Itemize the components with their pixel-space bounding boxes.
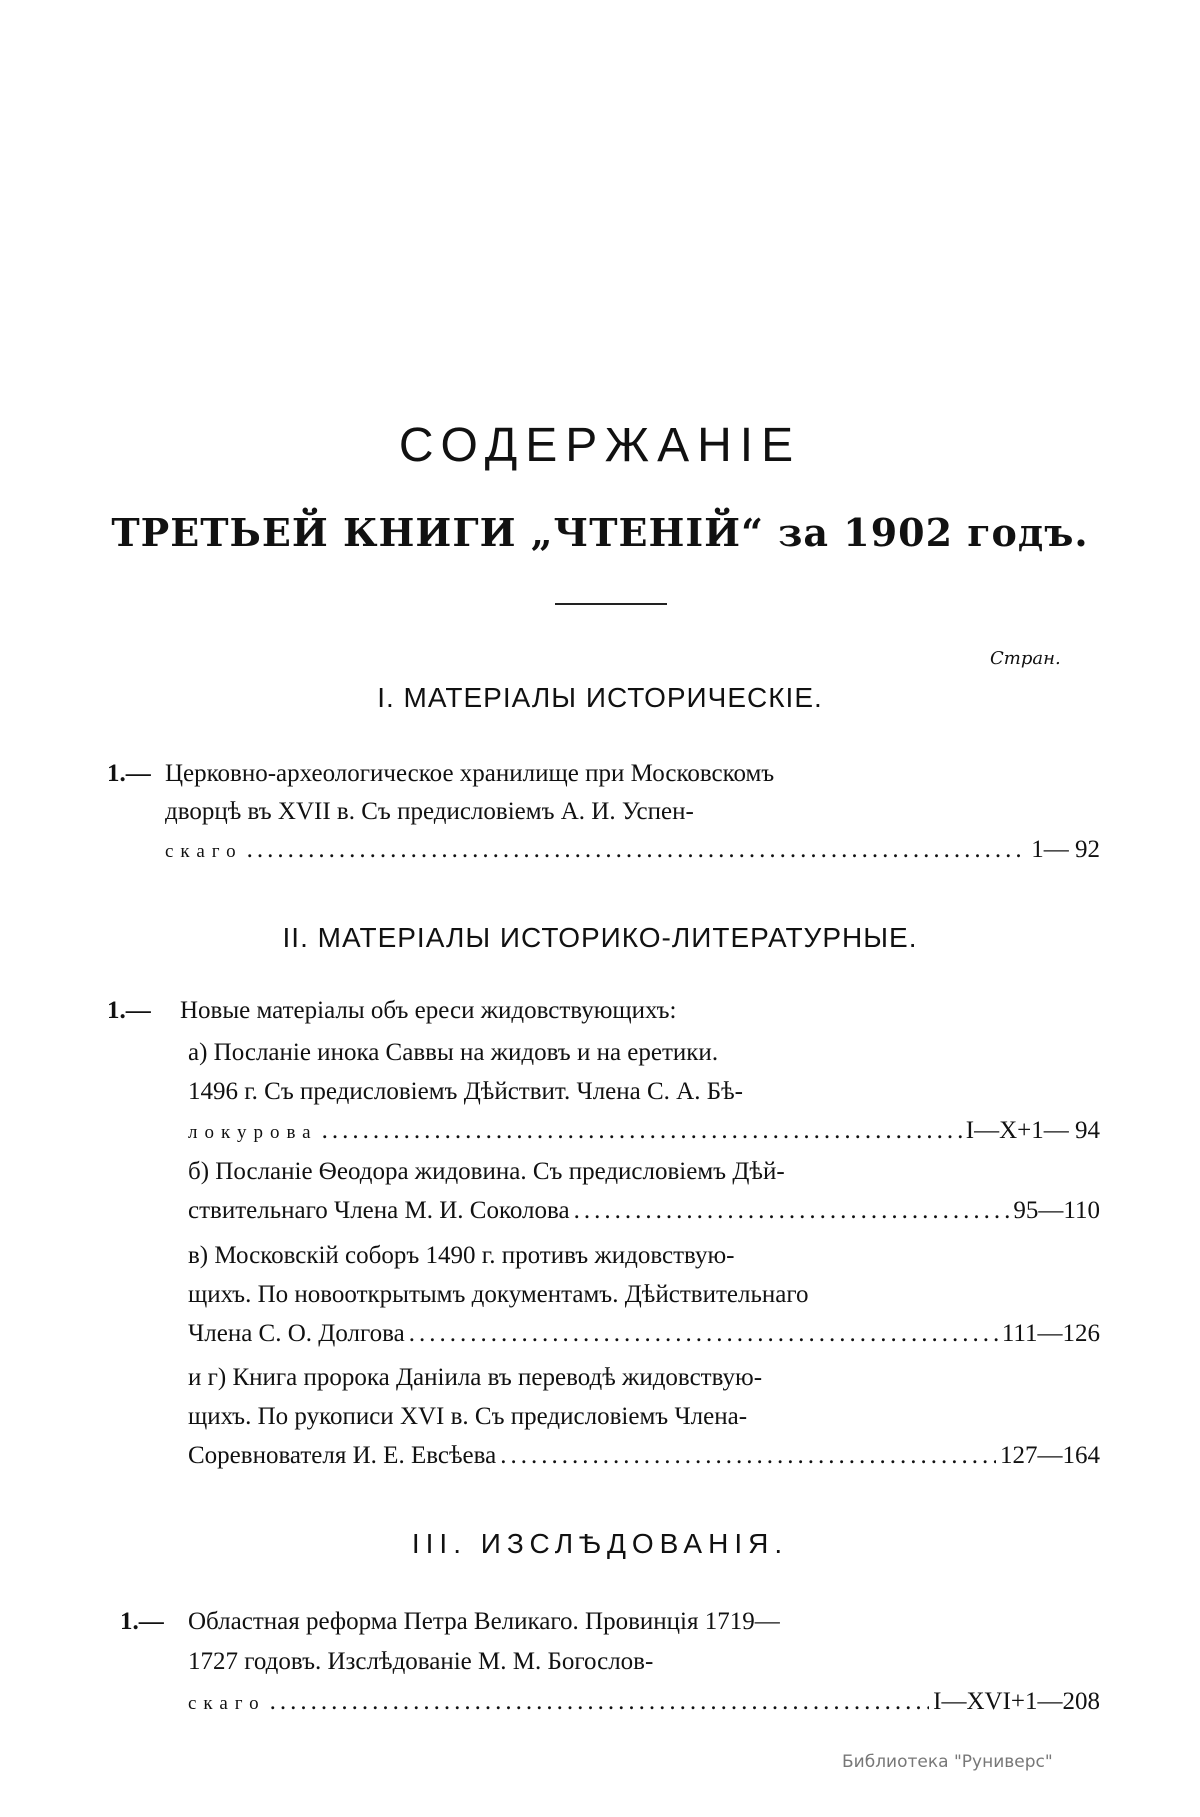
subentry-last-line: Члена С. О. Долгова bbox=[188, 1320, 405, 1347]
page-range: 1— 92 bbox=[1031, 836, 1100, 863]
page-range: I—X+1— 94 bbox=[965, 1117, 1100, 1144]
subentry-line: и г) Книга пророка Даніила въ переводѣ жидовствую- bbox=[188, 1364, 763, 1391]
entry-number: 1.— bbox=[107, 760, 151, 787]
subentry-line: щихъ. По рукописи XVI в. Съ предисловіемъ Члена- bbox=[188, 1403, 748, 1430]
leader-dots bbox=[409, 1320, 998, 1348]
subentry-line: а) Посланіе инока Саввы на жидовъ и на еретики. bbox=[188, 1039, 719, 1066]
leader-dots bbox=[270, 1688, 930, 1716]
entry-number: 1.— bbox=[120, 1608, 164, 1635]
section-heading-2: II. МАТЕРІАЛЫ ИСТОРИКО-ЛИТЕРАТУРНЫЕ. bbox=[282, 922, 918, 953]
subentry-line: 1496 г. Съ предисловіемъ Дѣйствит. Члена С. А. Бѣ- bbox=[188, 1078, 743, 1105]
subentry-line: щихъ. По новооткрытымъ документамъ. Дѣйствительнаго bbox=[188, 1281, 809, 1308]
subentry-leader-line bbox=[188, 1442, 1100, 1470]
entry-last-line: скаго bbox=[188, 1693, 266, 1714]
leader-dots bbox=[322, 1117, 962, 1145]
entry-line: Областная реформа Петра Великаго. Провинція 1719— bbox=[188, 1608, 780, 1635]
pages-column-label: Стран. bbox=[990, 648, 1061, 669]
subentry-leader-line bbox=[188, 1320, 1100, 1348]
entry-leader-line bbox=[165, 836, 1100, 864]
subentry-leader-line bbox=[188, 1117, 1100, 1145]
page-subtitle: ТРЕТЬЕЙ КНИГИ „ЧТЕНІЙ“ за 1902 годъ. bbox=[111, 510, 1089, 555]
page-range: 127—164 bbox=[1000, 1442, 1100, 1469]
entry-line: Церковно-археологическое хранилище при Московскомъ bbox=[165, 760, 775, 787]
subentry-last-line: ствительнаго Члена М. И. Соколова bbox=[188, 1197, 570, 1224]
page-range: 111—126 bbox=[1001, 1320, 1100, 1347]
leader-dots bbox=[574, 1197, 1010, 1225]
entry-intro: Новые матеріалы объ ереси жидовствующихъ: bbox=[180, 997, 677, 1024]
section-heading-1: I. МАТЕРІАЛЫ ИСТОРИЧЕСКІЕ. bbox=[377, 682, 823, 713]
library-watermark: Библиотека "Руниверс" bbox=[842, 1752, 1053, 1772]
entry-last-line: скаго bbox=[165, 841, 243, 862]
entry-number: 1.— bbox=[107, 997, 151, 1024]
subentry-last-line: локурова bbox=[188, 1122, 318, 1143]
leader-dots bbox=[500, 1442, 996, 1470]
page-range: I—XVI+1—208 bbox=[933, 1688, 1100, 1715]
subentry-last-line: Соревнователя И. Е. Евсѣева bbox=[188, 1442, 497, 1469]
subentry-line: б) Посланіе Ѳеодора жидовина. Съ предисловіемъ Дѣй- bbox=[188, 1158, 785, 1185]
leader-dots bbox=[247, 836, 1028, 864]
entry-line: дворцѣ въ XVII в. Съ предисловіемъ А. И. Успен- bbox=[165, 798, 694, 825]
page-title: СОДЕРЖАНІЕ bbox=[398, 419, 802, 472]
subentry-line: в) Московскій соборъ 1490 г. противъ жидовствую- bbox=[188, 1242, 735, 1269]
entry-leader-line bbox=[188, 1688, 1100, 1716]
entry-line: 1727 годовъ. Изслѣдованіе М. М. Богослов- bbox=[188, 1648, 654, 1675]
page-range: 95—110 bbox=[1013, 1197, 1100, 1224]
subentry-leader-line bbox=[188, 1197, 1100, 1225]
section-heading-3: III. ИЗСЛѢДОВАНІЯ. bbox=[411, 1528, 789, 1559]
title-divider bbox=[555, 603, 667, 605]
